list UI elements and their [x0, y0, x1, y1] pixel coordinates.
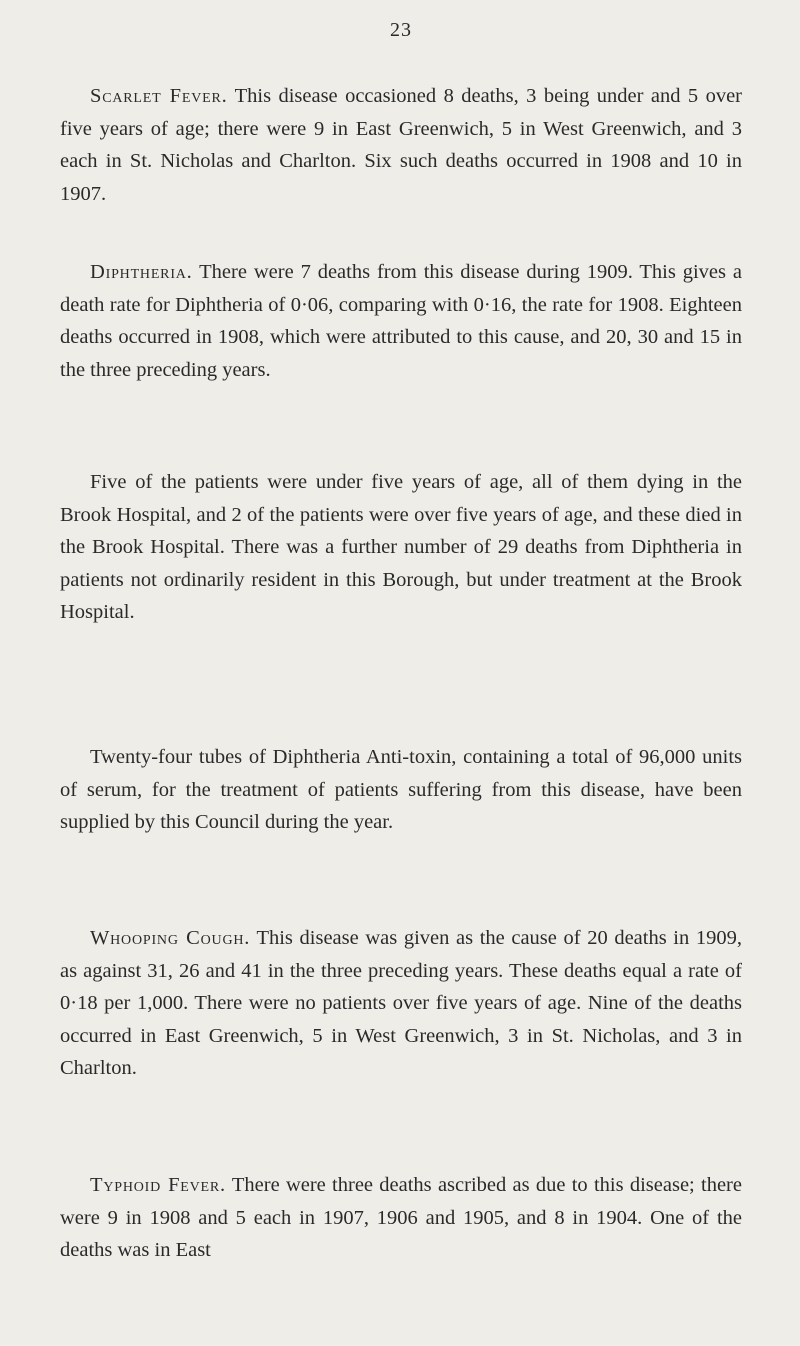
document-page: [60, 0, 742, 1346]
paragraph-text: Twenty-four tubes of Diphtheria Anti-toxin, containing a total of 96,000 units of serum, for the treatment of patients suffering from this disease, have been supplied by this Council during the year.: [60, 746, 742, 833]
paragraph-text: Five of the patients were under five years of age, all of them dying in the Brook Hospital, and 2 of the patients were over five years of age, and these died in the Brook Hospital. There was a further number of 29 deaths from Diphtheria in patients not ordinarily resident in this Borough, but under treatment at the Brook Hospital.: [60, 471, 742, 623]
paragraph-whooping-cough: [60, 922, 742, 1085]
section-heading-whooping-cough: Whooping Cough.: [90, 927, 251, 949]
section-heading-typhoid-fever: Typhoid Fever.: [90, 1174, 226, 1196]
paragraph-text: There were three deaths ascribed as due to this disease; there were 9 in 1908 and 5 each in 1907, 1906 and 1905, and 8 in 1904. One of the deaths was in East: [60, 1174, 742, 1261]
paragraph-diphtheria-patients: [60, 466, 742, 629]
paragraph-text: There were 7 deaths from this disease during 1909. This gives a death rate for Diphtheria of 0·06, comparing with 0·16, the rate for 1908. Eighteen deaths occurred in 1908, which were attributed to this cause, and 20, 30 and 15 in the three preceding years.: [60, 261, 742, 381]
paragraph-diphtheria: [60, 256, 742, 386]
section-heading-diphtheria: Diphtheria.: [90, 261, 193, 283]
paragraph-scarlet-fever: [60, 80, 742, 210]
paragraph-typhoid-fever: [60, 1169, 742, 1267]
paragraph-anti-toxin: [60, 741, 742, 839]
paragraph-text: This disease occasioned 8 deaths, 3 being under and 5 over five years of age; there were 9 in East Greenwich, 5 in West Greenwich, and 3 each in St. Nicholas and Charlton. Six such deaths occurred in 1908 and 10 in 1907.: [60, 85, 742, 205]
section-heading-scarlet-fever: Scarlet Fever.: [90, 85, 228, 107]
page-number: 23: [390, 19, 412, 41]
paragraph-text: This disease was given as the cause of 20 deaths in 1909, as against 31, 26 and 41 in the three preceding years. These deaths equal a rate of 0·18 per 1,000. There were no patients over five years of age. Nine of the deaths occurred in East Greenwich, 5 in West Greenwich, 3 in St. Nicholas, and 3 in Charlton.: [60, 927, 742, 1079]
